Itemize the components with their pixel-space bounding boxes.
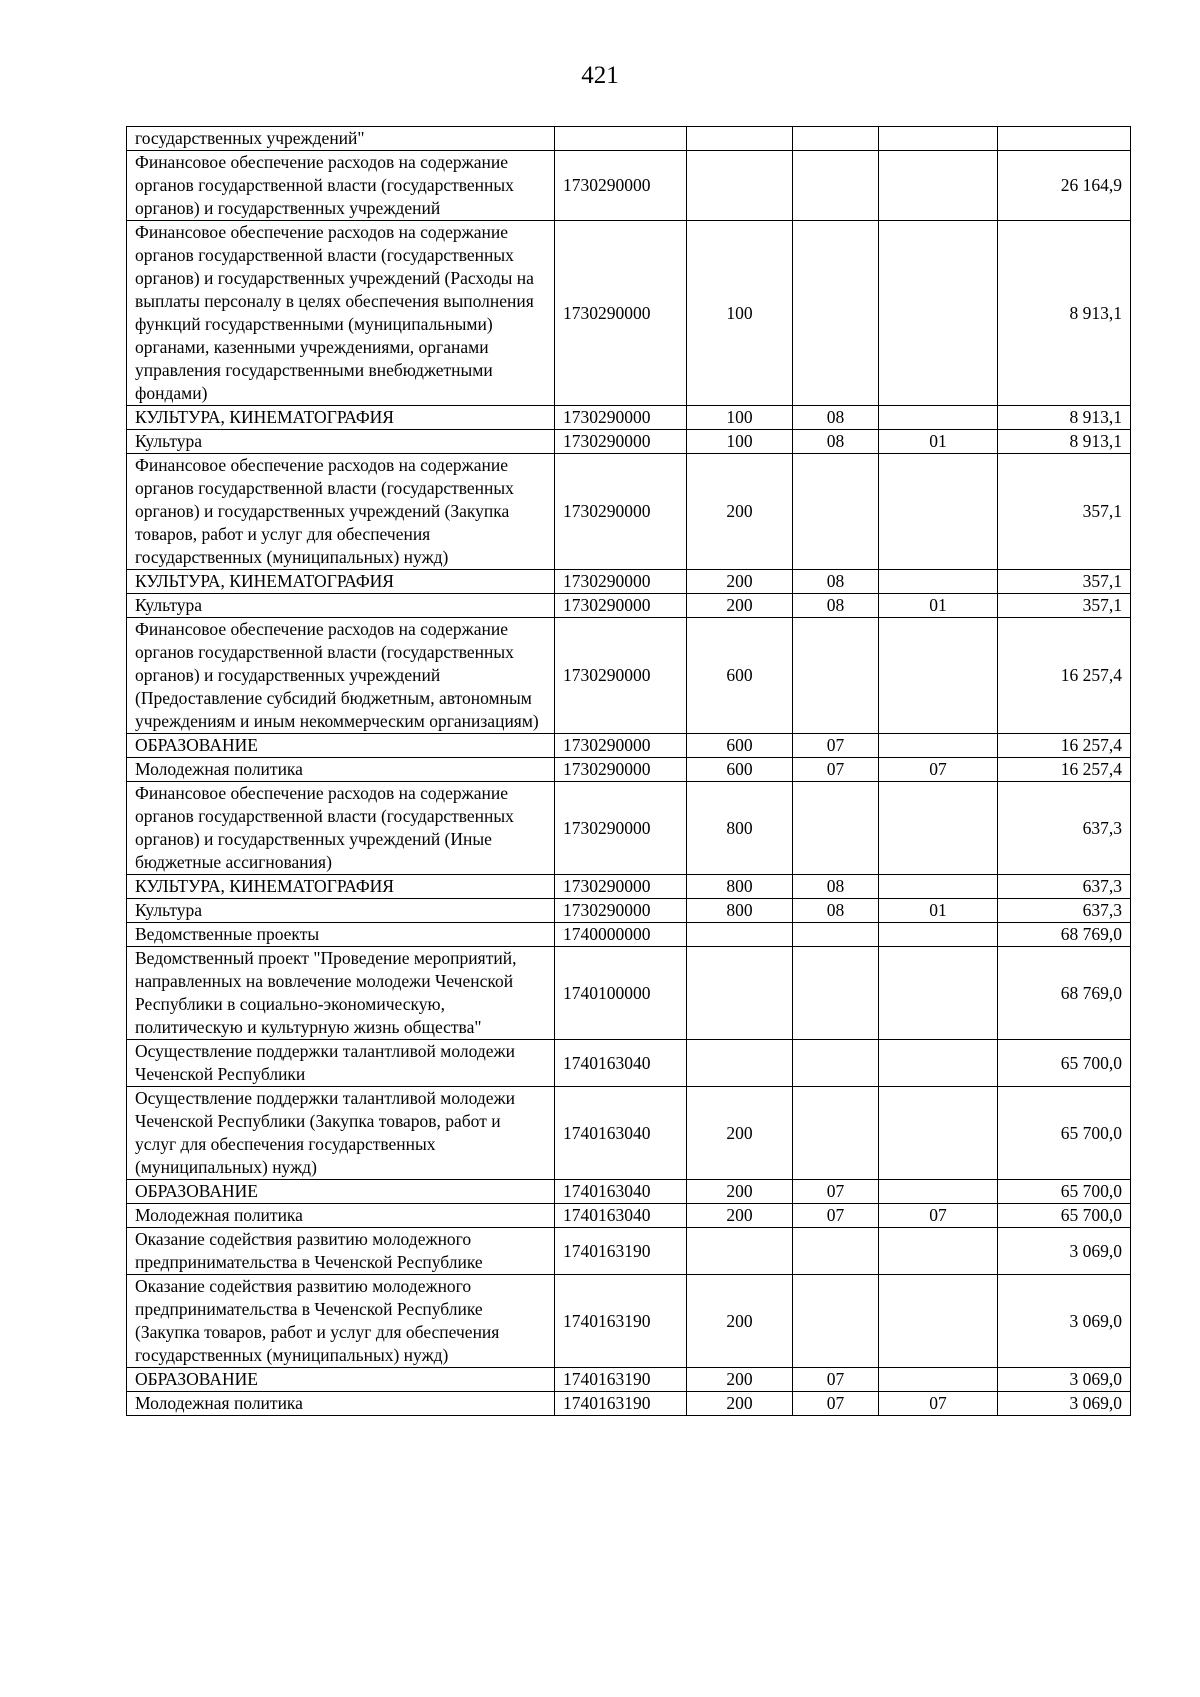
table-row bbox=[127, 734, 1131, 758]
section-cell: 07 bbox=[793, 734, 879, 758]
item-name-cell: Оказание содействия развитию молодежного предпринимательства в Чеченской Республике bbox=[127, 1228, 555, 1275]
budget-table bbox=[126, 126, 1131, 1416]
target-code-cell: 1730290000 bbox=[555, 430, 687, 454]
target-code-cell: 1740163040 bbox=[555, 1204, 687, 1228]
target-code-cell: 1730290000 bbox=[555, 594, 687, 618]
item-name-cell: Финансовое обеспечение расходов на содержание органов государственной власти (государственных органов) и государственных учреждений bbox=[127, 151, 555, 221]
table-row bbox=[127, 1275, 1131, 1368]
section-cell bbox=[793, 618, 879, 734]
expense-type-cell: 200 bbox=[687, 1392, 793, 1416]
target-code-cell: 1730290000 bbox=[555, 570, 687, 594]
target-code-cell: 1730290000 bbox=[555, 221, 687, 406]
table-row bbox=[127, 923, 1131, 947]
subsection-cell: 01 bbox=[879, 594, 998, 618]
amount-cell: 357,1 bbox=[998, 594, 1131, 618]
amount-cell: 68 769,0 bbox=[998, 947, 1131, 1040]
subsection-cell bbox=[879, 454, 998, 570]
target-code-cell: 1740163190 bbox=[555, 1392, 687, 1416]
target-code-cell: 1730290000 bbox=[555, 151, 687, 221]
expense-type-cell: 800 bbox=[687, 875, 793, 899]
amount-cell: 16 257,4 bbox=[998, 618, 1131, 734]
target-code-cell: 1730290000 bbox=[555, 875, 687, 899]
expense-type-cell: 800 bbox=[687, 782, 793, 875]
table-row bbox=[127, 782, 1131, 875]
section-cell bbox=[793, 1228, 879, 1275]
table-row bbox=[127, 1392, 1131, 1416]
amount-cell: 16 257,4 bbox=[998, 734, 1131, 758]
expense-type-cell: 100 bbox=[687, 221, 793, 406]
section-cell bbox=[793, 947, 879, 1040]
section-cell bbox=[793, 1040, 879, 1087]
item-name-cell: Финансовое обеспечение расходов на содержание органов государственной власти (государственных органов) и государственных учреждений (Предоставление субсидий бюджетным, автономным учреждениям и иным некоммерческим организациям) bbox=[127, 618, 555, 734]
section-cell bbox=[793, 782, 879, 875]
amount-cell: 26 164,9 bbox=[998, 151, 1131, 221]
target-code-cell: 1730290000 bbox=[555, 899, 687, 923]
target-code-cell: 1730290000 bbox=[555, 454, 687, 570]
target-code-cell: 1740000000 bbox=[555, 923, 687, 947]
table-row bbox=[127, 1180, 1131, 1204]
section-cell bbox=[793, 127, 879, 151]
table-row bbox=[127, 899, 1131, 923]
subsection-cell bbox=[879, 1275, 998, 1368]
target-code-cell: 1740163190 bbox=[555, 1368, 687, 1392]
item-name-cell: Ведомственные проекты bbox=[127, 923, 555, 947]
section-cell: 08 bbox=[793, 875, 879, 899]
subsection-cell bbox=[879, 923, 998, 947]
item-name-cell: КУЛЬТУРА, КИНЕМАТОГРАФИЯ bbox=[127, 406, 555, 430]
amount-cell: 8 913,1 bbox=[998, 406, 1131, 430]
subsection-cell bbox=[879, 221, 998, 406]
table-row bbox=[127, 151, 1131, 221]
amount-cell: 3 069,0 bbox=[998, 1228, 1131, 1275]
amount-cell: 65 700,0 bbox=[998, 1087, 1131, 1180]
item-name-cell: Осуществление поддержки талантливой молодежи Чеченской Республики (Закупка товаров, работ и услуг для обеспечения государственных (муниципальных) нужд) bbox=[127, 1087, 555, 1180]
table-row bbox=[127, 1040, 1131, 1087]
expense-type-cell: 200 bbox=[687, 1180, 793, 1204]
section-cell: 08 bbox=[793, 430, 879, 454]
section-cell bbox=[793, 1087, 879, 1180]
expense-type-cell bbox=[687, 151, 793, 221]
table-row bbox=[127, 875, 1131, 899]
amount-cell: 637,3 bbox=[998, 899, 1131, 923]
section-cell: 08 bbox=[793, 594, 879, 618]
expense-type-cell: 100 bbox=[687, 406, 793, 430]
section-cell: 08 bbox=[793, 406, 879, 430]
amount-cell: 357,1 bbox=[998, 570, 1131, 594]
expense-type-cell: 200 bbox=[687, 454, 793, 570]
amount-cell: 8 913,1 bbox=[998, 430, 1131, 454]
subsection-cell: 07 bbox=[879, 1392, 998, 1416]
target-code-cell: 1740100000 bbox=[555, 947, 687, 1040]
amount-cell: 637,3 bbox=[998, 782, 1131, 875]
item-name-cell: Молодежная политика bbox=[127, 758, 555, 782]
item-name-cell: ОБРАЗОВАНИЕ bbox=[127, 1368, 555, 1392]
amount-cell: 3 069,0 bbox=[998, 1275, 1131, 1368]
section-cell bbox=[793, 151, 879, 221]
subsection-cell bbox=[879, 947, 998, 1040]
expense-type-cell: 600 bbox=[687, 758, 793, 782]
target-code-cell: 1740163040 bbox=[555, 1180, 687, 1204]
item-name-cell: Культура bbox=[127, 899, 555, 923]
table-row bbox=[127, 1228, 1131, 1275]
item-name-cell: Культура bbox=[127, 430, 555, 454]
subsection-cell: 07 bbox=[879, 758, 998, 782]
section-cell: 08 bbox=[793, 570, 879, 594]
expense-type-cell: 600 bbox=[687, 618, 793, 734]
table-row bbox=[127, 758, 1131, 782]
item-name-cell: Молодежная политика bbox=[127, 1392, 555, 1416]
table-row bbox=[127, 430, 1131, 454]
expense-type-cell bbox=[687, 1040, 793, 1087]
target-code-cell: 1730290000 bbox=[555, 758, 687, 782]
subsection-cell bbox=[879, 1228, 998, 1275]
section-cell bbox=[793, 1275, 879, 1368]
section-cell: 07 bbox=[793, 1392, 879, 1416]
target-code-cell: 1740163190 bbox=[555, 1228, 687, 1275]
section-cell: 07 bbox=[793, 1204, 879, 1228]
amount-cell: 637,3 bbox=[998, 875, 1131, 899]
amount-cell: 3 069,0 bbox=[998, 1392, 1131, 1416]
amount-cell: 68 769,0 bbox=[998, 923, 1131, 947]
item-name-cell: ОБРАЗОВАНИЕ bbox=[127, 1180, 555, 1204]
subsection-cell bbox=[879, 127, 998, 151]
subsection-cell bbox=[879, 734, 998, 758]
subsection-cell bbox=[879, 151, 998, 221]
item-name-cell: Оказание содействия развитию молодежного предпринимательства в Чеченской Республике (Закупка товаров, работ и услуг для обеспечения государственных (муниципальных) нужд) bbox=[127, 1275, 555, 1368]
target-code-cell: 1740163040 bbox=[555, 1040, 687, 1087]
item-name-cell: КУЛЬТУРА, КИНЕМАТОГРАФИЯ bbox=[127, 875, 555, 899]
target-code-cell: 1730290000 bbox=[555, 782, 687, 875]
target-code-cell: 1730290000 bbox=[555, 734, 687, 758]
item-name-cell: Финансовое обеспечение расходов на содержание органов государственной власти (государственных органов) и государственных учреждений (Расходы на выплаты персоналу в целях обеспечения выполнения функций государственными (муниципальными) органами, казенными учреждениями, органами управления государственными внебюджетными фондами) bbox=[127, 221, 555, 406]
table-row bbox=[127, 618, 1131, 734]
target-code-cell: 1740163040 bbox=[555, 1087, 687, 1180]
expense-type-cell: 600 bbox=[687, 734, 793, 758]
target-code-cell bbox=[555, 127, 687, 151]
table-row bbox=[127, 127, 1131, 151]
item-name-cell: Финансовое обеспечение расходов на содержание органов государственной власти (государственных органов) и государственных учреждений (Закупка товаров, работ и услуг для обеспечения государственных (муниципальных) нужд) bbox=[127, 454, 555, 570]
expense-type-cell: 200 bbox=[687, 1368, 793, 1392]
budget-table-body bbox=[127, 127, 1131, 1416]
item-name-cell: Культура bbox=[127, 594, 555, 618]
subsection-cell bbox=[879, 1087, 998, 1180]
table-row bbox=[127, 1204, 1131, 1228]
section-cell: 08 bbox=[793, 899, 879, 923]
item-name-cell: ОБРАЗОВАНИЕ bbox=[127, 734, 555, 758]
table-row bbox=[127, 947, 1131, 1040]
subsection-cell bbox=[879, 570, 998, 594]
expense-type-cell bbox=[687, 127, 793, 151]
subsection-cell bbox=[879, 1180, 998, 1204]
subsection-cell bbox=[879, 875, 998, 899]
subsection-cell bbox=[879, 1040, 998, 1087]
expense-type-cell bbox=[687, 1228, 793, 1275]
subsection-cell: 01 bbox=[879, 430, 998, 454]
section-cell: 07 bbox=[793, 758, 879, 782]
expense-type-cell: 200 bbox=[687, 1204, 793, 1228]
table-row bbox=[127, 1368, 1131, 1392]
target-code-cell: 1730290000 bbox=[555, 618, 687, 734]
subsection-cell: 07 bbox=[879, 1204, 998, 1228]
subsection-cell bbox=[879, 782, 998, 875]
subsection-cell bbox=[879, 406, 998, 430]
section-cell: 07 bbox=[793, 1180, 879, 1204]
item-name-cell: КУЛЬТУРА, КИНЕМАТОГРАФИЯ bbox=[127, 570, 555, 594]
target-code-cell: 1740163190 bbox=[555, 1275, 687, 1368]
page-number: 421 bbox=[581, 62, 619, 89]
section-cell: 07 bbox=[793, 1368, 879, 1392]
expense-type-cell: 200 bbox=[687, 570, 793, 594]
table-row bbox=[127, 221, 1131, 406]
section-cell bbox=[793, 221, 879, 406]
expense-type-cell bbox=[687, 923, 793, 947]
subsection-cell: 01 bbox=[879, 899, 998, 923]
subsection-cell bbox=[879, 618, 998, 734]
item-name-cell: государственных учреждений" bbox=[127, 127, 555, 151]
expense-type-cell: 200 bbox=[687, 1087, 793, 1180]
item-name-cell: Финансовое обеспечение расходов на содержание органов государственной власти (государственных органов) и государственных учреждений (Иные бюджетные ассигнования) bbox=[127, 782, 555, 875]
amount-cell: 65 700,0 bbox=[998, 1204, 1131, 1228]
subsection-cell bbox=[879, 1368, 998, 1392]
item-name-cell: Осуществление поддержки талантливой молодежи Чеченской Республики bbox=[127, 1040, 555, 1087]
expense-type-cell: 100 bbox=[687, 430, 793, 454]
amount-cell: 357,1 bbox=[998, 454, 1131, 570]
amount-cell bbox=[998, 127, 1131, 151]
expense-type-cell bbox=[687, 947, 793, 1040]
expense-type-cell: 200 bbox=[687, 1275, 793, 1368]
table-row bbox=[127, 406, 1131, 430]
section-cell bbox=[793, 923, 879, 947]
amount-cell: 3 069,0 bbox=[998, 1368, 1131, 1392]
table-row bbox=[127, 594, 1131, 618]
table-row bbox=[127, 454, 1131, 570]
amount-cell: 65 700,0 bbox=[998, 1040, 1131, 1087]
item-name-cell: Молодежная политика bbox=[127, 1204, 555, 1228]
amount-cell: 65 700,0 bbox=[998, 1180, 1131, 1204]
expense-type-cell: 800 bbox=[687, 899, 793, 923]
target-code-cell: 1730290000 bbox=[555, 406, 687, 430]
amount-cell: 8 913,1 bbox=[998, 221, 1131, 406]
expense-type-cell: 200 bbox=[687, 594, 793, 618]
section-cell bbox=[793, 454, 879, 570]
table-row bbox=[127, 570, 1131, 594]
table-row bbox=[127, 1087, 1131, 1180]
amount-cell: 16 257,4 bbox=[998, 758, 1131, 782]
item-name-cell: Ведомственный проект "Проведение мероприятий, направленных на вовлечение молодежи Чеченской Республики в социально-экономическую, политическую и культурную жизнь общества" bbox=[127, 947, 555, 1040]
